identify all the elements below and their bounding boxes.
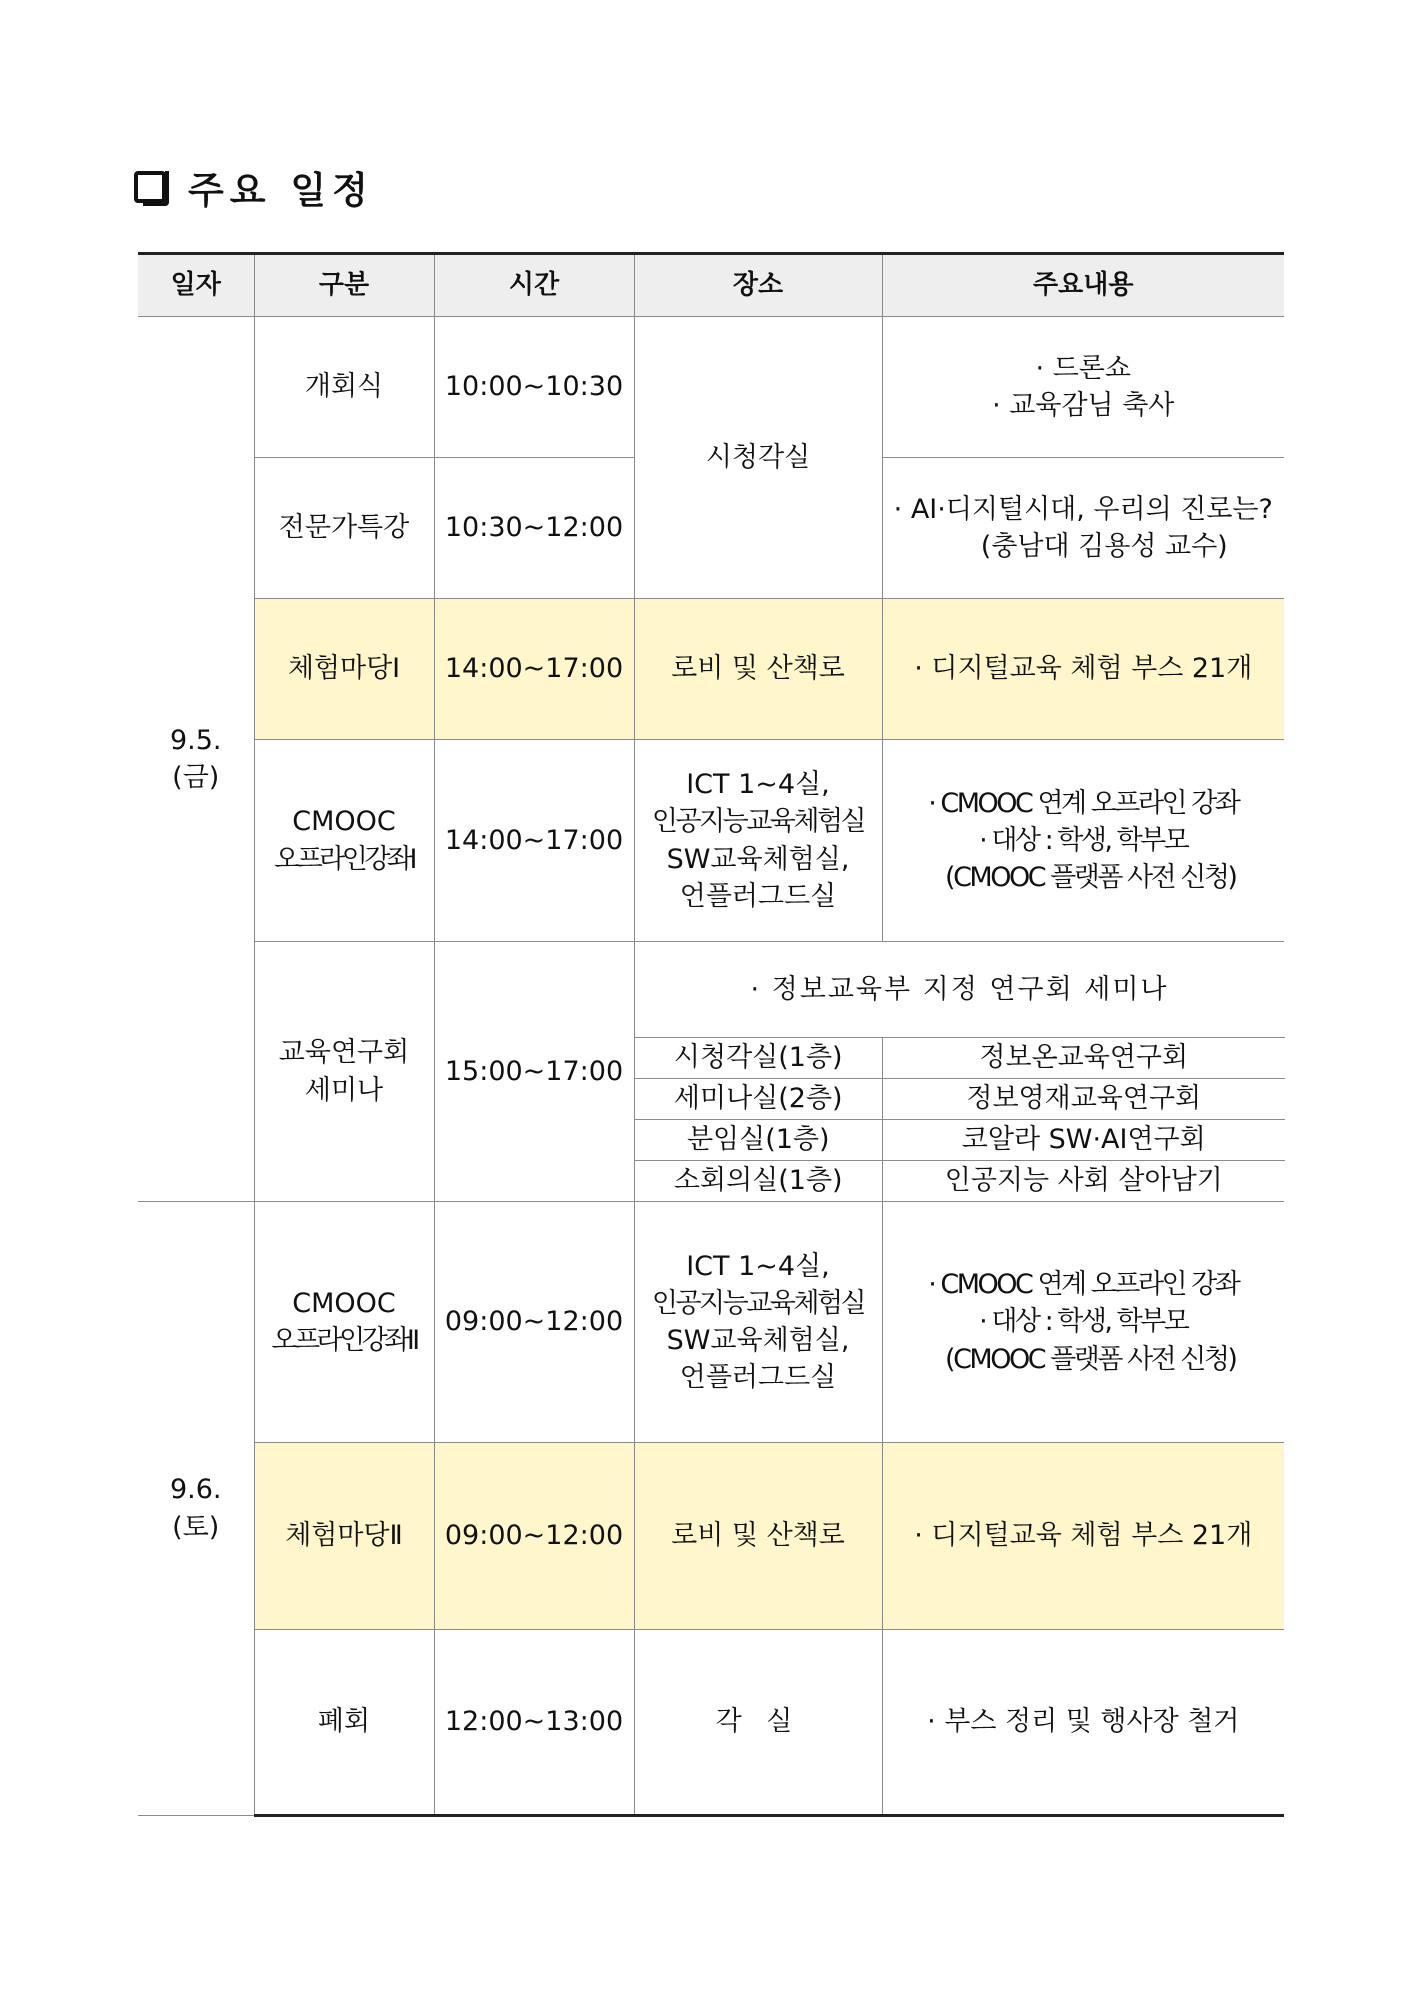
content-cell	[882, 599, 1284, 740]
content-cell	[882, 1443, 1284, 1630]
category-cell	[254, 1202, 434, 1443]
schedule-table	[138, 252, 1284, 1817]
table-row	[138, 599, 1284, 740]
content-cell	[882, 458, 1284, 599]
content-cell	[882, 1202, 1284, 1443]
section-title: 주요 일정	[188, 169, 374, 212]
content-cell	[882, 740, 1284, 942]
weekday-label: (토)	[172, 1511, 220, 1543]
header-content: 주요내용	[882, 254, 1284, 317]
category-cell: 개회식	[254, 317, 434, 458]
detail-line: · CMOOC 연계 오프라인 강좌	[928, 787, 1239, 819]
seminar-row	[635, 1161, 1285, 1202]
detail-line: · 대상 : 학생, 학부모	[979, 824, 1188, 856]
header-date: 일자	[138, 254, 254, 317]
content-cell	[882, 1630, 1284, 1816]
date-label: 9.6.	[169, 1474, 222, 1506]
time-cell: 09:00~12:00	[434, 1202, 634, 1443]
category-cell: 체험마당Ⅰ	[254, 599, 434, 740]
detail-line: · 대상 : 학생, 학부모	[979, 1306, 1188, 1338]
table-row	[138, 317, 1284, 458]
section-heading	[134, 163, 374, 211]
table-row	[138, 1202, 1284, 1443]
seminar-row	[635, 1120, 1285, 1161]
place-line: ICT 1~4실,	[686, 1250, 830, 1282]
seminar-group: 코알라 SW·AI연구회	[883, 1120, 1285, 1161]
detail-line: · 교육감님 축사	[992, 390, 1175, 421]
seminar-row	[635, 1038, 1285, 1079]
time-cell: 09:00~12:00	[434, 1443, 634, 1630]
table-row	[138, 740, 1284, 942]
seminar-subtable	[635, 942, 1285, 1201]
place-line: SW교육체험실,	[666, 1325, 850, 1356]
seminar-room: 소회의실(1층)	[635, 1161, 883, 1202]
category-cell: 전문가특강	[254, 458, 434, 599]
category-line: 교육연구회	[278, 1037, 410, 1069]
place-line: SW교육체험실,	[666, 843, 850, 875]
time-cell: 10:30~12:00	[434, 458, 634, 599]
category-line: CMOOC	[292, 806, 396, 838]
seminar-group: 정보온교육연구회	[883, 1038, 1285, 1079]
seminar-title: · 정보교육부 지정 연구회 세미나	[635, 942, 1285, 1038]
category-line: CMOOC	[292, 1287, 396, 1319]
seminar-group: 인공지능 사회 살아남기	[883, 1161, 1285, 1202]
place-line: 언플러그드실	[679, 880, 837, 912]
detail-line: · 디지털교육 체험 부스 21개	[914, 1520, 1253, 1552]
category-cell	[254, 740, 434, 942]
table-row	[138, 942, 1284, 1202]
seminar-room: 분임실(1층)	[635, 1120, 883, 1161]
time-cell: 10:00~10:30	[434, 317, 634, 458]
time-cell: 14:00~17:00	[434, 740, 634, 942]
detail-line: · 디지털교육 체험 부스 21개	[914, 653, 1253, 685]
detail-line: (CMOOC 플랫폼 사전 신청)	[945, 1343, 1236, 1375]
place-line: 인공지능교육체험실	[651, 806, 865, 838]
header-row	[138, 254, 1284, 317]
table-row	[138, 1443, 1284, 1630]
category-cell: 체험마당Ⅱ	[254, 1443, 434, 1630]
place-cell: 각 실	[634, 1630, 882, 1816]
detail-line: · 드론쇼	[1035, 352, 1131, 384]
seminar-room: 시청각실(1층)	[635, 1038, 883, 1079]
place-cell	[634, 740, 882, 942]
category-cell	[254, 942, 434, 1202]
category-line: 오프라인강좌Ⅰ	[274, 843, 414, 875]
seminar-row	[635, 1079, 1285, 1120]
detail-line: (CMOOC 플랫폼 사전 신청)	[945, 862, 1236, 894]
place-cell: 시청각실	[634, 317, 882, 599]
time-cell: 14:00~17:00	[434, 599, 634, 740]
seminar-group: 정보영재교육연구회	[883, 1079, 1285, 1120]
detail-line: · 부스 정리 및 행사장 철거	[927, 1706, 1240, 1738]
seminar-cell	[634, 942, 1284, 1202]
date-label: 9.5.	[169, 724, 222, 756]
detail-line: · CMOOC 연계 오프라인 강좌	[928, 1269, 1239, 1301]
content-cell	[882, 317, 1284, 458]
header-place: 장소	[634, 254, 882, 317]
weekday-label: (금)	[172, 762, 220, 793]
time-cell: 15:00~17:00	[434, 942, 634, 1202]
place-cell: 로비 및 산책로	[634, 599, 882, 740]
table-row	[138, 1630, 1284, 1816]
checkbox-icon	[134, 171, 166, 203]
place-cell	[634, 1202, 882, 1443]
date-cell-day2	[138, 1202, 254, 1816]
seminar-room: 세미나실(2층)	[635, 1079, 883, 1120]
place-cell: 로비 및 산책로	[634, 1443, 882, 1630]
date-cell-day1	[138, 317, 254, 1202]
header-category: 구분	[254, 254, 434, 317]
detail-line: (충남대 김용성 교수)	[980, 531, 1228, 562]
category-line: 오프라인강좌Ⅱ	[271, 1325, 417, 1356]
place-line: 인공지능교육체험실	[651, 1287, 865, 1319]
place-line: 언플러그드실	[679, 1362, 837, 1394]
time-cell: 12:00~13:00	[434, 1630, 634, 1816]
place-line: ICT 1~4실,	[686, 769, 830, 800]
category-line: 세미나	[304, 1074, 384, 1106]
header-time: 시간	[434, 254, 634, 317]
category-cell: 폐회	[254, 1630, 434, 1816]
detail-line: · AI·디지털시대, 우리의 진로는?	[893, 493, 1273, 525]
